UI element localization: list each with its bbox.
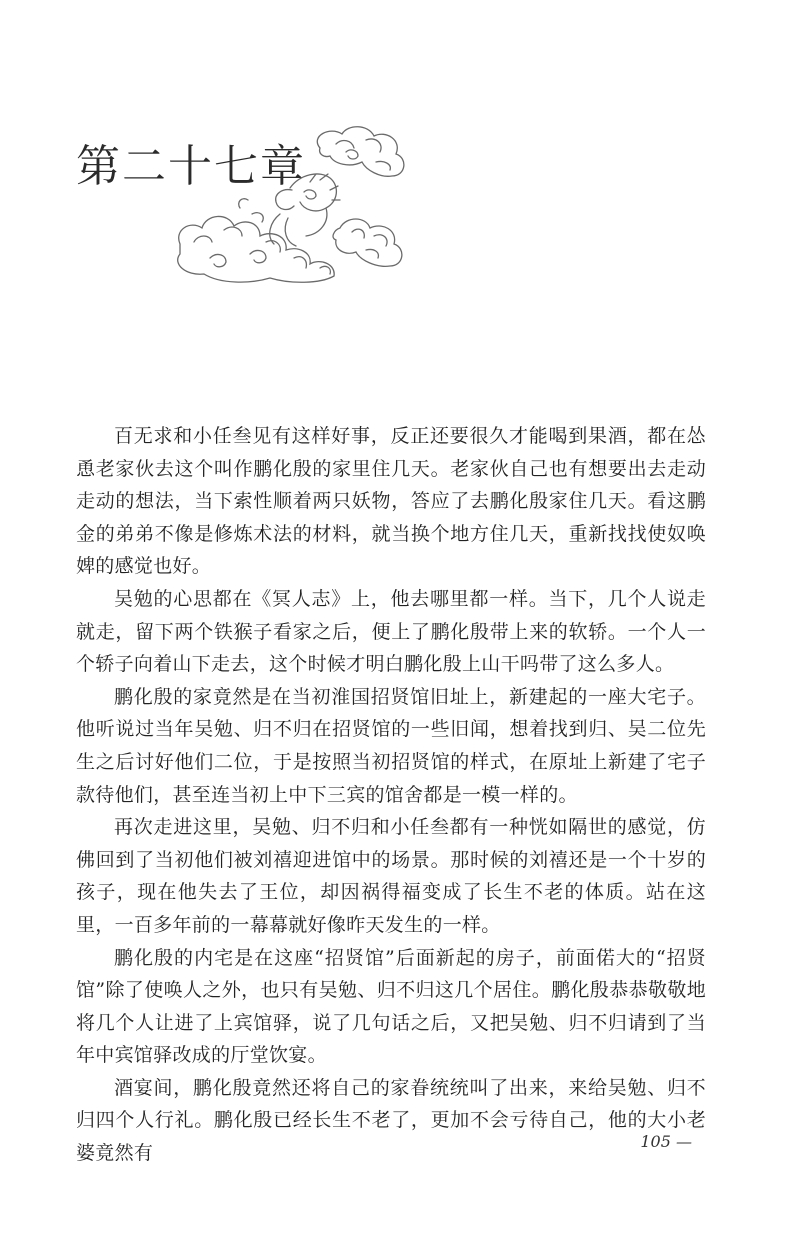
paragraph: 百无求和小任叁见有这样好事，反正还要很久才能喝到果酒，都在怂恿老家伙去这个叫作鹏化殷的家里住几天。老家伙自己也有想要出去走动走动的想法，当下索性顺着两只妖物，答应了去鹏化殷家住几天。看这鹏金的弟弟不像是修炼术法的材料，就当换个地方住几天，重新找找使奴唤婢的感觉也好。 (76, 425, 706, 578)
page-number: 105 — (640, 1132, 692, 1151)
paragraph: 鹏化殷的内宅是在这座“招贤馆”后面新起的房子，前面偌大的“招贤馆”除了使唤人之外，也只有吴勉、归不归这几个居住。鹏化殷恭恭敬敬地将几个人让进了上宾馆驿，说了几句话之后，又把吴勉、归不归请到了当年中宾馆驿改成的厅堂饮宴。 (76, 946, 706, 1067)
chapter-title: 第二十七章 (76, 141, 306, 192)
paragraph: 吴勉的心思都在《冥人志》上，他去哪里都一样。当下，几个人说走就走，留下两个铁猴子看家之后，便上了鹏化殷带上来的软轿。一个人一个轿子向着山下走去，这个时候才明白鹏化殷上山干吗带了这么多人。 (76, 587, 706, 676)
body-text (76, 420, 706, 1170)
paragraph: 鹏化殷的家竟然是在当初淮国招贤馆旧址上，新建起的一座大宅子。他听说过当年吴勉、归不归在招贤馆的一些旧闻，想着找到归、吴二位先生之后讨好他们二位，于是按照当初招贤馆的样式，在原址上新建了宅子款待他们，甚至连当初上中下三宾的馆舍都是一模一样的。 (76, 685, 706, 806)
auspicious-cloud-dragon-icon (170, 118, 420, 288)
paragraph: 再次走进这里，吴勉、归不归和小任叁都有一种恍如隔世的感觉，仿佛回到了当初他们被刘禧迎进馆中的场景。那时候的刘禧还是一个十岁的孩子，现在他失去了王位，却因祸得福变成了长生不老的体质。站在这里，一百多年前的一幕幕就好像昨天发生的一样。 (76, 816, 706, 936)
paragraph: 酒宴间，鹏化殷竟然还将自己的家眷统统叫了出来，来给吴勉、归不归四个人行礼。鹏化殷已经长生不老了，更加不会亏待自己，他的大小老婆竟然有 (76, 1076, 706, 1165)
